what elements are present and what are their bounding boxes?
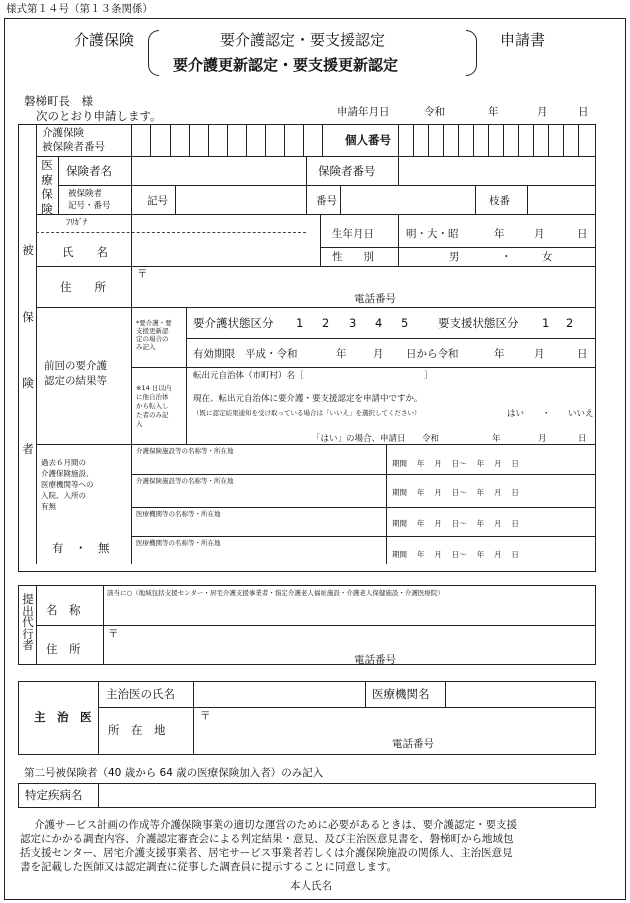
agent-name-label: 名 称 xyxy=(46,603,81,617)
pending-question: 現在、転出元自治体に要介護・要支援認定を申請中ですか。 xyxy=(193,394,423,404)
form-number: 様式第１４号（第１３条関係） xyxy=(6,3,153,15)
title-option-2: 要介護更新認定・要支援更新認定 xyxy=(173,56,399,74)
insured-side-label-2: 保 xyxy=(22,310,34,324)
insured-side-label-3: 険 xyxy=(22,376,34,390)
if-yes-label: 「はい」の場合、申請日 xyxy=(312,434,406,444)
doctor-location-label: 所 在 地 xyxy=(108,723,166,737)
if-yes-era: 令和 xyxy=(422,434,440,444)
answer-yes[interactable]: はい xyxy=(507,409,525,419)
validity-day2: 日 xyxy=(577,348,588,360)
facility-row-3-period: 期間 年 月 日～ 年 月 日 xyxy=(392,519,519,528)
note1-line4: み記入 xyxy=(136,343,156,351)
insurer-no-label: 保険者番号 xyxy=(318,164,376,178)
if-yes-day: 日 xyxy=(578,434,587,444)
facility-label-2: 介護保険施設、 xyxy=(41,469,94,478)
secondary-note: 第二号被保険者（40 歳から 64 歳の医療保険加入者）のみ記入 xyxy=(24,767,324,779)
sex-dot: ・ xyxy=(501,251,512,263)
validity-year2: 年 xyxy=(494,348,505,360)
consent-line-3: 括支援センター、居宅介護支援事業者、居宅サービス事業者若しくは介護保険施設の関係人、主治医意見 xyxy=(20,847,513,859)
facility-row-1-name: 介護保険施設等の名称等・所在地 xyxy=(136,447,234,455)
facility-row-1-period: 期間 年 月 日～ 年 月 日 xyxy=(392,459,519,468)
symbol-label: 記号 xyxy=(147,195,168,207)
care-level-1: 1 xyxy=(296,316,304,330)
note2-line4: た者のみ記 xyxy=(136,411,169,419)
agent-side-label: 提 出 代 行 者 xyxy=(22,592,34,652)
validity-year: 年 xyxy=(336,348,347,360)
answer-dot: ・ xyxy=(542,409,551,419)
support-level-2: 2 xyxy=(566,316,574,330)
note2-line1: ※14 日以内 xyxy=(136,384,172,392)
personal-no-label: 個人番号 xyxy=(345,133,391,147)
prev-result-label-2: 認定の結果等 xyxy=(44,375,107,387)
facility-row-2-period: 期間 年 月 日～ 年 月 日 xyxy=(392,488,519,497)
note2-line2: に他自治体 xyxy=(136,393,169,401)
agent-phone-label: 電話番号 xyxy=(354,654,396,666)
note1-line3: 定の場合の xyxy=(136,335,169,343)
transfer-label: 転出元自治体（市町村）名［ xyxy=(193,371,304,381)
note1-line1: *要介護・要 xyxy=(136,319,172,327)
application-date-day: 日 xyxy=(578,106,589,118)
consent-line-1: 介護サービス計画の作成等介護保険事業の適切な運営のために必要があるときは、要介護認定・要支援 xyxy=(34,819,517,831)
application-date-era: 令和 xyxy=(424,106,445,118)
care-level-4: 4 xyxy=(375,316,383,330)
facility-label-1: 過去６月間の xyxy=(41,458,86,467)
signature-label: 本人氏名 xyxy=(290,880,332,892)
facility-row-4-name: 医療機関等の名称等・所在地 xyxy=(136,539,221,547)
addressee: 磐梯町長 様 xyxy=(24,94,93,108)
doctor-institution-label: 医療機関名 xyxy=(372,687,430,701)
facility-row-3-name: 医療機関等の名称等・所在地 xyxy=(136,510,221,518)
disease-table xyxy=(18,783,596,808)
transfer-close: ］ xyxy=(424,371,433,381)
agent-postal-mark: 〒 xyxy=(108,628,119,640)
care-level-3: 3 xyxy=(349,316,357,330)
name-label: 氏 名 xyxy=(62,245,108,259)
note1-line2: 支援更新認 xyxy=(136,327,169,335)
birth-month: 月 xyxy=(534,228,545,240)
application-date-month: 月 xyxy=(537,106,548,118)
care-level-label: 要介護状態区分 xyxy=(193,316,274,330)
insured-symbol-label-2: 記号・番号 xyxy=(68,201,111,211)
branch-label: 枝番 xyxy=(489,195,510,207)
facility-label-4: 入院、入所の xyxy=(41,491,86,500)
title-right: 申請書 xyxy=(500,31,546,49)
agent-note: 該当に○（地域包括支援センター・居宅介護支援事業者・指定介護老人福祉施設・介護老人保健施設・介護医療院） xyxy=(107,589,444,597)
note2-line3: から転入し xyxy=(136,402,169,410)
facility-label-3: 医療機関等への xyxy=(41,480,94,489)
furigana-label: ﾌﾘｶﾞﾅ xyxy=(66,218,88,228)
validity-month: 月 xyxy=(373,348,384,360)
postal-mark: 〒 xyxy=(137,268,148,280)
insured-no-label-2: 被保険者番号 xyxy=(42,141,105,153)
doctor-name-label: 主治医の氏名 xyxy=(106,687,175,701)
facility-label-5: 有無 xyxy=(41,502,56,511)
facility-row-2-name: 介護保険施設等の名称等・所在地 xyxy=(136,477,234,485)
validity-from: 日から令和 xyxy=(406,348,459,360)
care-level-5: 5 xyxy=(401,316,409,330)
support-level-1: 1 xyxy=(542,316,550,330)
insured-side-label-4: 者 xyxy=(22,442,34,456)
title-left: 介護保険 xyxy=(74,31,135,49)
insured-side-label-1: 被 xyxy=(22,243,34,257)
insured-symbol-label-1: 被保険者 xyxy=(68,189,103,199)
presence-label[interactable]: 有 ・ 無 xyxy=(52,541,110,555)
address-label: 住 所 xyxy=(60,280,106,294)
address-phone-label: 電話番号 xyxy=(354,293,396,305)
support-level-label: 要支援状態区分 xyxy=(438,316,519,330)
insured-no-label-1: 介護保険 xyxy=(42,127,84,139)
insurer-name-label: 保険者名 xyxy=(66,164,112,178)
medical-side-label: 医 療 保 険 xyxy=(41,158,53,216)
care-level-2: 2 xyxy=(322,316,330,330)
sex-female: 女 xyxy=(542,251,553,263)
facility-row-4-period: 期間 年 月 日～ 年 月 日 xyxy=(392,550,519,559)
intro-text: 次のとおり申請します。 xyxy=(36,109,162,123)
answer-no[interactable]: いいえ xyxy=(568,409,594,419)
prev-result-label-1: 前回の要介護 xyxy=(44,360,107,372)
if-yes-year: 年 xyxy=(492,434,501,444)
birth-day: 日 xyxy=(577,228,588,240)
doctor-label: 主 治 医 xyxy=(34,710,92,724)
validity-month2: 月 xyxy=(534,348,545,360)
applicant-table xyxy=(18,124,596,572)
application-date-label: 申請年月日 xyxy=(337,106,390,118)
doctor-postal-mark: 〒 xyxy=(200,710,211,722)
agent-address-label: 住 所 xyxy=(46,642,81,656)
disease-label: 特定疾病名 xyxy=(25,788,83,802)
validity-label: 有効期限 xyxy=(193,348,235,360)
consent-line-2: 認定にかかる調査内容、介護認定審査会による判定結果・意見、及び主治医意見書を、磐梯町から地域包 xyxy=(20,833,514,845)
pending-question-note: （既に認定結果通知を受け取っている場合は「いいえ」を選択してください） xyxy=(193,409,421,417)
number-label: 番号 xyxy=(316,195,337,207)
birth-eras: 明・大・昭 xyxy=(406,228,459,240)
birth-label: 生年月日 xyxy=(332,228,374,240)
note2-line5: 入 xyxy=(136,420,143,428)
sex-male: 男 xyxy=(449,251,460,263)
doctor-table xyxy=(18,681,596,755)
title-option-1: 要介護認定・要支援認定 xyxy=(220,31,386,49)
birth-year: 年 xyxy=(494,228,505,240)
application-date-year: 年 xyxy=(488,106,499,118)
validity-eras: 平成・令和 xyxy=(245,348,298,360)
sex-label: 性 別 xyxy=(332,251,374,263)
consent-line-4: 書を記載した医師又は認定調査に従事した調査員に提示することに同意します。 xyxy=(20,861,398,873)
if-yes-month: 月 xyxy=(538,434,547,444)
doctor-phone-label: 電話番号 xyxy=(392,738,434,750)
